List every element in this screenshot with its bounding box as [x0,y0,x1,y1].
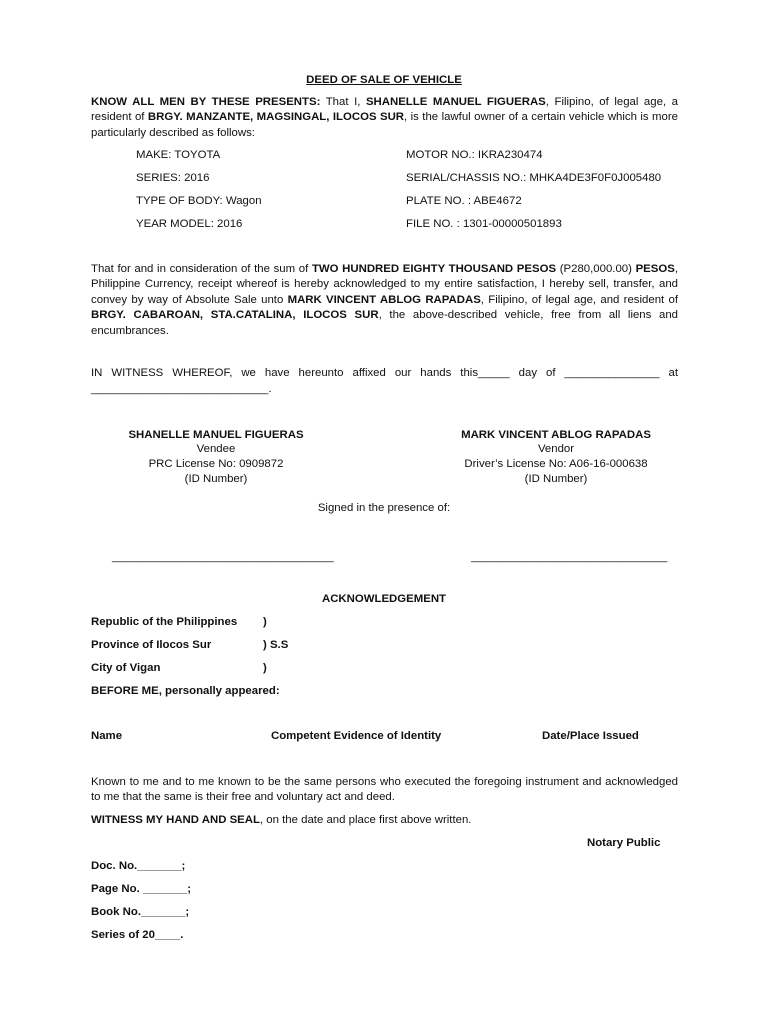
currency-label: PESOS [635,263,675,275]
right-signatory-license: Driver’s License No: A06-16-000638 [464,458,648,470]
witness-signature-line-right: _______________________________ [471,551,668,563]
column-header-evidence: Competent Evidence of Identity [271,730,442,742]
venue-city: City of Vigan [91,662,161,674]
right-signatory-name: MARK VINCENT ABLOG RAPADAS [461,429,651,441]
left-signatory-license: PRC License No: 0909872 [148,458,284,470]
column-header-name: Name [91,730,123,742]
vehicle-plate-no: PLATE NO. : ABE4672 [406,195,522,207]
venue-city-mark: ) [263,662,267,674]
right-signatory-id: (ID Number) [524,473,588,485]
venue-province: Province of Ilocos Sur [91,639,212,651]
acknowledgement-title: ACKNOWLEDGEMENT [321,593,447,605]
venue-republic-mark: ) [263,616,267,628]
consideration-text-2: (P280,000.00) [556,263,636,275]
column-header-date-place: Date/Place Issued [542,730,639,742]
vehicle-make: MAKE: TOYOTA [136,149,221,161]
consideration-text-4: , Filipino, of legal age, and resident of [480,293,678,306]
witness-hand-seal-line [91,813,471,828]
vehicle-file-no: FILE NO. : 1301-00000501893 [406,218,562,230]
known-to-me-paragraph: Known to me and to me known to be the same persons who executed the foregoing instrument and acknowledged to me that the same is their free and voluntary act and deed. [91,776,678,804]
venue-republic: Republic of the Philippines [91,616,238,628]
amount-in-words: TWO HUNDRED EIGHTY THOUSAND PESOS [311,263,557,275]
doc-no: Doc. No._______; [91,860,186,872]
witness-signature-line-left: ___________________________________ [112,551,334,563]
intro-lead: KNOW ALL MEN BY THESE PRESENTS: [91,96,321,108]
page-no: Page No. _______; [91,883,192,895]
buyer-name: MARK VINCENT ABLOG RAPADAS [287,293,481,306]
book-no: Book No._______; [91,906,190,918]
seller-name: SHANELLE MANUEL FIGUERAS [365,96,546,108]
notary-public-label: Notary Public [587,837,661,849]
signed-in-presence-label: Signed in the presence of: [317,502,451,514]
vehicle-body-type: TYPE OF BODY: Wagon [136,195,262,207]
consideration-text-1: That for and in consideration of the sum of [91,263,312,275]
witness-line-2: ____________________________. [91,383,272,395]
consideration-paragraph [91,262,678,339]
before-me-label: BEFORE ME, personally appeared: [91,685,280,697]
witness-hand-seal-lead: WITNESS MY HAND AND SEAL [91,814,260,826]
vehicle-year-model: YEAR MODEL: 2016 [136,218,243,230]
left-signatory-role: Vendee [196,443,236,455]
left-signatory-id: (ID Number) [184,473,248,485]
left-signatory-name: SHANELLE MANUEL FIGUERAS [128,429,304,441]
vehicle-motor-no: MOTOR NO.: IKRA230474 [406,149,543,161]
intro-paragraph [91,95,678,141]
venue-province-mark: ) S.S [263,639,289,651]
right-signatory-role: Vendor [537,443,575,455]
intro-text-3: , is the lawful owner of a certain vehicle which is more particularly described as follows: [91,111,678,139]
intro-text-2: , Filipino, of legal age, a resident of [91,96,678,124]
document-title: DEED OF SALE OF VEHICLE [306,74,462,86]
witness-hand-seal-rest: , on the date and place first above written. [259,814,472,826]
vehicle-series: SERIES: 2016 [136,172,210,184]
vehicle-chassis-no: SERIAL/CHASSIS NO.: MHKA4DE3F0F0J005480 [406,172,662,184]
consideration-text-6: free from all liens and encumbrances. [91,309,679,337]
series-of: Series of 20____. [91,929,184,941]
consideration-text-5: , the above-described vehicle, [378,309,552,322]
seller-address: BRGY. MANZANTE, MAGSINGAL, ILOCOS SUR [147,111,405,124]
witness-line-1: IN WITNESS WHEREOF, we have hereunto affixed our hands this_____ day of _______________ at [91,367,678,379]
buyer-address: BRGY. CABAROAN, STA.CATALINA, ILOCOS SUR [91,309,379,322]
consideration-text-3: , Philippine Currency, receipt whereof is hereby acknowledged to my entire satisfaction, I hereby sell, transfer, and convey by way of Absolute Sale unto [91,263,678,306]
intro-text-1: That I, [320,96,366,108]
